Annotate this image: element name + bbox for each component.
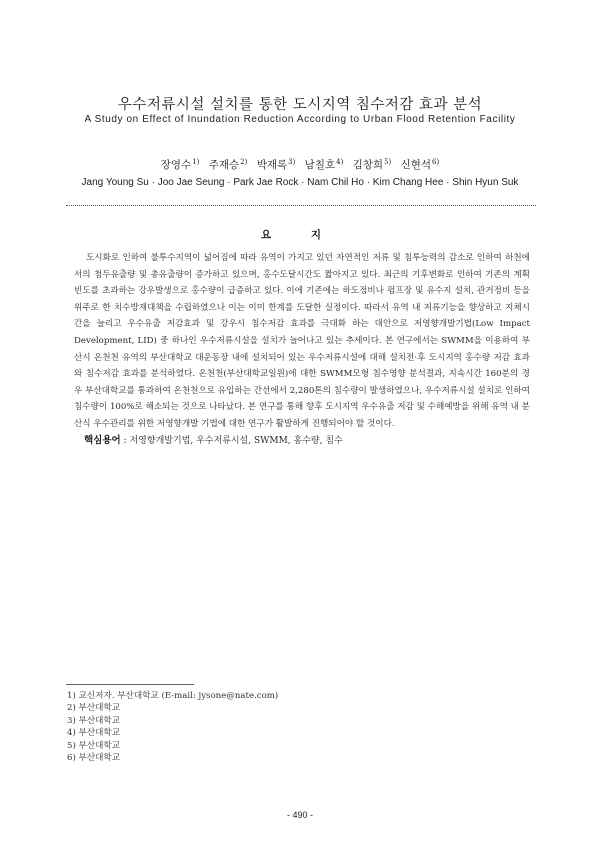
page-number: - 490 - bbox=[286, 810, 313, 820]
footnote-item: 5) 부산대학교 bbox=[67, 740, 121, 751]
author-name: 김창희$^{5)}$ bbox=[352, 157, 392, 171]
footnote-item: 4) 부산대학교 bbox=[67, 728, 121, 739]
keywords-items: 저영향개발기법, 우수저류시설, SWMM, 홍수량, 침수 bbox=[129, 436, 343, 446]
footnote-item: 3) 부산대학교 bbox=[67, 715, 121, 726]
author-name: 주재승$^{2)}$ bbox=[208, 157, 248, 171]
paper-title-english: A Study on Effect of Inundation Reduction According to Urban Flood Retention Facility bbox=[84, 114, 516, 125]
footnote-item: 2) 부산대학교 bbox=[67, 703, 121, 714]
author-name: 박재록$^{3)}$ bbox=[256, 157, 296, 171]
footnotes bbox=[67, 690, 278, 764]
abstract-heading: 요 지 bbox=[261, 229, 339, 241]
footnote-divider bbox=[66, 684, 194, 685]
abstract-body bbox=[74, 250, 530, 433]
footnote-item: 6) 부산대학교 bbox=[67, 753, 121, 764]
author-name: 신현석$^{6)}$ bbox=[400, 157, 440, 171]
abstract-paragraph: 도시화로 인하여 불투수지역이 넓어짐에 따라 유역이 가지고 있던 자연적인 저류 및 침투능력의 감소로 인하여 하천에서의 첨두유출량 및 총유출량이 증가하고 있으며, 홍수도달시간도 짧아지고 있다. 최근의 기후변화로 인하여 기존의 계획빈도를 초과하는 강우발생으로 홍수량이 급증하고 있다. 이에 기존에는 하도정비나 펌프장 및 유수지 설치, 관거정비 등을 위주로 한 치수방재대책을 수립하였으나 이는 이미 한계를 도달한 실정이다. 따라서 유역 내 저류기능을 향상하고 지체시간을 늘리고 우수유출 저감효과 및 강우시 침수저감 효과를 극대화 하는 대안으로 저영향개발기법(Low Impact Development, LID) 중 하나인 우수저류시설을 설치가 늘어나고 있는 추세이다. 본 연구에서는 SWMM을 이용하여 부산시 온천천 유역의 부산대학교 대운동장 내에 설치되어 있는 우수저류시설에 대해 설치전·후 도시지역 홍수량 저감 효과와 침수저감 효과를 분석하였다. 온천천(부산대학교일원)에 대한 SWMM모형 침수영향 분석결과, 지속시간 160분의 경우 부산대학교를 통과하여 온천천으로 유입하는 간선에서 2,280톤의 침수량이 발생하였으나, 우수저류시설 설치로 인하여 침수량이 100%로 해소되는 것으로 나타났다. 본 연구를 통해 향후 도시지역 우수유출 저감 및 수해예방을 위해 유역 내 분산식 우수관리를 위한 저영향개발 기법에 대한 연구가 활발하게 진행되어야 할 것이다. bbox=[74, 253, 530, 429]
author-name: 남칠호$^{4)}$ bbox=[304, 157, 344, 171]
section-divider bbox=[66, 205, 536, 206]
keywords-label: 핵심용어 bbox=[84, 435, 121, 446]
keywords-line bbox=[84, 432, 343, 446]
author-name: 장영수$^{1)}$ bbox=[160, 157, 200, 171]
keywords-separator: : bbox=[120, 436, 130, 446]
author-list-korean bbox=[0, 157, 600, 172]
paper-title-korean: 우수저류시설 설치를 통한 도시지역 침수저감 효과 분석 bbox=[117, 97, 483, 113]
author-list-english: Jang Young Su · Joo Jae Seung · Park Jae Rock · Nam Chil Ho · Kim Chang Hee · Shin Hyun Suk bbox=[81, 177, 519, 188]
footnote-item: 1) 교신저자. 부산대학교 (E-mail: jysone@nate.com) bbox=[67, 691, 279, 701]
